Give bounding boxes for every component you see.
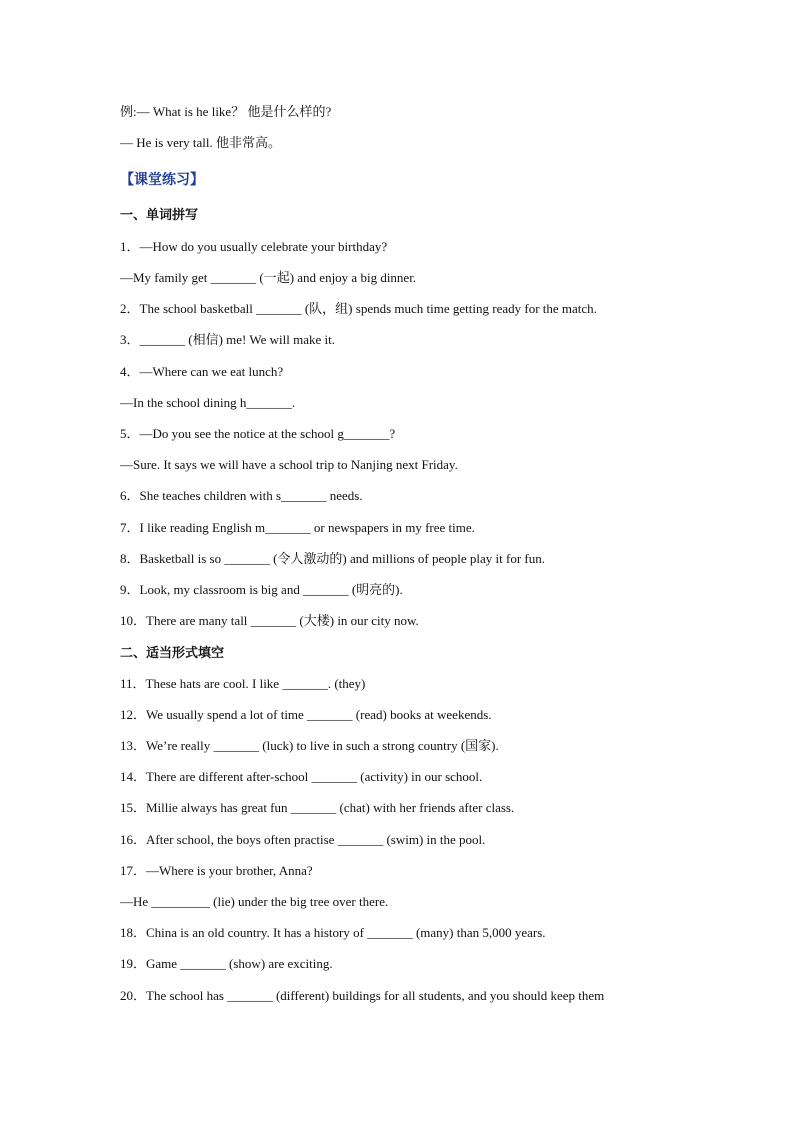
exercise-line: 8．Basketball is so _______ (令人激动的) and millions of people play it for fun. (120, 551, 545, 566)
exercise-line: 20．The school has _______ (different) buildings for all students, and you should keep them (120, 988, 605, 1003)
exercise-line: 10．There are many tall _______ (大楼) in our city now. (120, 613, 419, 628)
exercise-line: 17．—Where is your brother, Anna? (120, 863, 313, 878)
exercise-line: 3．_______ (相信) me! We will make it. (120, 332, 335, 347)
exercise-line: 11．These hats are cool. I like _______. (they) (120, 676, 366, 691)
exercise-line: 18．China is an old country. It has a history of _______ (many) than 5,000 years. (120, 925, 546, 940)
exercise-line: 19．Game _______ (show) are exciting. (120, 956, 333, 971)
example-line-1: 例:— What is he like？ 他是什么样的? (120, 104, 332, 119)
exercise-line: 13．We’re really _______ (luck) to live in such a strong country (国家). (120, 738, 499, 753)
exercise-line: —In the school dining h_______. (120, 395, 296, 410)
exercise-line: —He _________ (lie) under the big tree over there. (120, 894, 389, 909)
part1-heading: 一、单词拼写 (120, 207, 199, 222)
exercise-line: 16．After school, the boys often practise _______ (swim) in the pool. (120, 832, 486, 847)
exercise-line: 5．—Do you see the notice at the school g_______? (120, 426, 396, 441)
exercise-line: 1．—How do you usually celebrate your birthday? (120, 239, 388, 254)
part2-heading: 二、适当形式填空 (120, 645, 225, 660)
exercise-line: 14．There are different after-school _______ (activity) in our school. (120, 769, 483, 784)
exercise-line: 7．I like reading English m_______ or newspapers in my free time. (120, 520, 475, 535)
section-title: 【课堂练习】 (120, 173, 204, 188)
exercise-line: 4．—Where can we eat lunch? (120, 364, 284, 379)
exercise-line: 6．She teaches children with s_______ needs. (120, 488, 363, 503)
exercise-line: 9．Look, my classroom is big and _______ (明亮的). (120, 582, 403, 597)
example-line-2: — He is very tall. 他非常高。 (120, 135, 282, 150)
exercise-line: 15．Millie always has great fun _______ (chat) with her friends after class. (120, 800, 515, 815)
exercise-line: 2．The school basketball _______ (队，组) spends much time getting ready for the match. (120, 301, 597, 316)
exercise-line: 12．We usually spend a lot of time _______ (read) books at weekends. (120, 707, 492, 722)
exercise-line: —Sure. It says we will have a school trip to Nanjing next Friday. (120, 457, 458, 472)
exercise-line: —My family get _______ (一起) and enjoy a big dinner. (120, 270, 417, 285)
